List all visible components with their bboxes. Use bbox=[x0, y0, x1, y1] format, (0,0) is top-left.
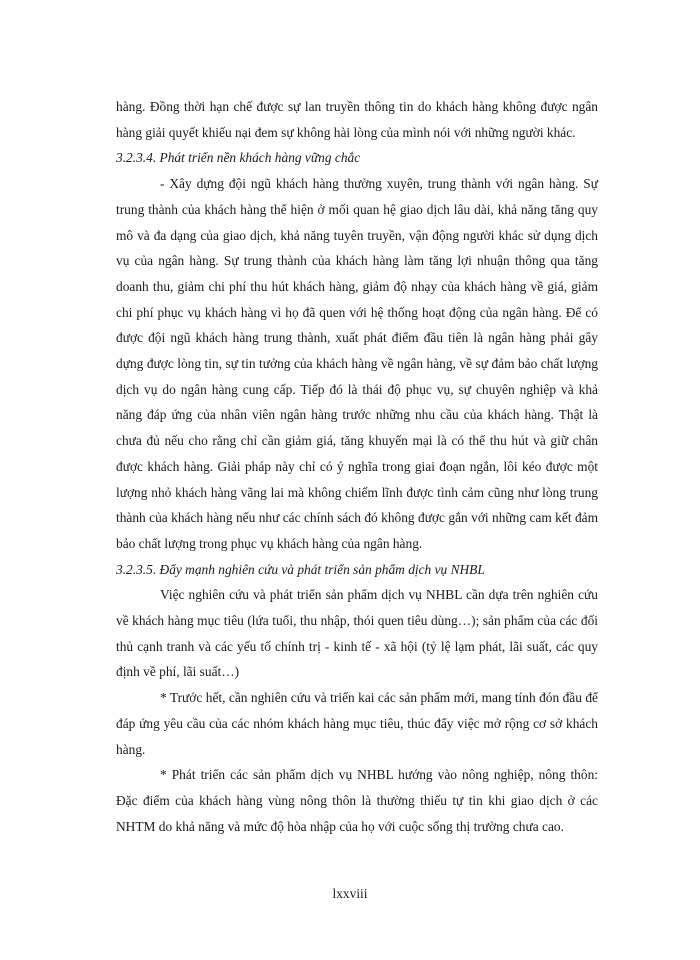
section-heading-3-2-3-5: 3.2.3.5. Đẩy mạnh nghiên cứu và phát triển sản phẩm dịch vụ NHBL bbox=[116, 561, 485, 577]
paragraph-new-products: * Trước hết, cần nghiên cứu và triển kai các sản phẩm mới, mang tính đón đầu để đáp ứng yêu cầu của các nhóm khách hàng mục tiêu, thúc đẩy việc mở rộng cơ sở khách hàng. bbox=[116, 690, 598, 757]
page-number: lxxviii bbox=[332, 886, 368, 901]
paragraph-loyal-customers: - Xây dựng đội ngũ khách hàng thường xuyên, trung thành với ngân hàng. Sự trung thành của khách hàng thể hiện ở mối quan hệ giao dịch lâu dài, khả năng tăng quy mô và đa dạng của giao dịch, khả năng tuyên truyền, vận động người khác sử dụng dịch vụ của ngân hàng. Sự trung thành của khách hàng làm tăng lợi nhuận thông qua tăng doanh thu, giảm chi phí thu hút khách hàng, giảm độ nhạy của khách hàng về giá, giảm chi phí phục vụ khách hàng vì họ đã quen với hệ thống hoạt động của ngân hàng. Để có được đội ngũ khách hàng trung thành, xuất phát điểm đầu tiên là ngân hàng phải gây dựng được lòng tin, sự tin tưởng của khách hàng về ngân hàng, về sự đảm bảo chất lượng dịch vụ do ngân hàng cung cấp. Tiếp đó là thái độ phục vụ, sự chuyên nghiệp và khả năng đáp ứng của nhân viên ngân hàng trước những nhu cầu của khách hàng. Thật là chưa đủ nếu cho rằng chỉ cần giảm giá, tăng khuyến mại là có thể thu hút và giữ chân được khách hàng. Giải pháp này chỉ có ý nghĩa trong giai đoạn ngắn, lôi kéo được một lượng nhỏ khách hàng vãng lai mà không chiếm lĩnh được tình cảm cũng như lòng trung thành của khách hàng nếu như các chính sách đó không được gắn với những cam kết đảm bảo chất lượng trong phục vụ khách hàng của ngân hàng. bbox=[116, 176, 598, 551]
paragraph-rural-products: * Phát triển các sản phẩm dịch vụ NHBL hướng vào nông nghiệp, nông thôn: Đặc điểm của khách hàng vùng nông thôn là thường thiếu tự tin khi giao dịch ở các NHTM do khả năng và mức độ hòa nhập của họ với cuộc sống thị trường chưa cao. bbox=[116, 767, 598, 834]
paragraph-continuation: hàng. Đồng thời hạn chế được sự lan truyền thông tin do khách hàng không được ngân hàng giải quyết khiếu nại đem sự không hài lòng của mình nói với những người khác. bbox=[116, 99, 598, 140]
paragraph-product-research: Việc nghiên cứu và phát triển sản phẩm dịch vụ NHBL cần dựa trên nghiên cứu về khách hàng mục tiêu (lứa tuổi, thu nhập, thói quen tiêu dùng…); sản phẩm của các đối thủ cạnh tranh và các yếu tố chính trị - kinh tế - xã hội (tỷ lệ lạm phát, lãi suất, các quy định về phí, lãi suất…) bbox=[116, 587, 598, 680]
document-body bbox=[116, 94, 598, 839]
section-heading-3-2-3-4: 3.2.3.4. Phát triển nền khách hàng vững chắc bbox=[116, 150, 361, 166]
